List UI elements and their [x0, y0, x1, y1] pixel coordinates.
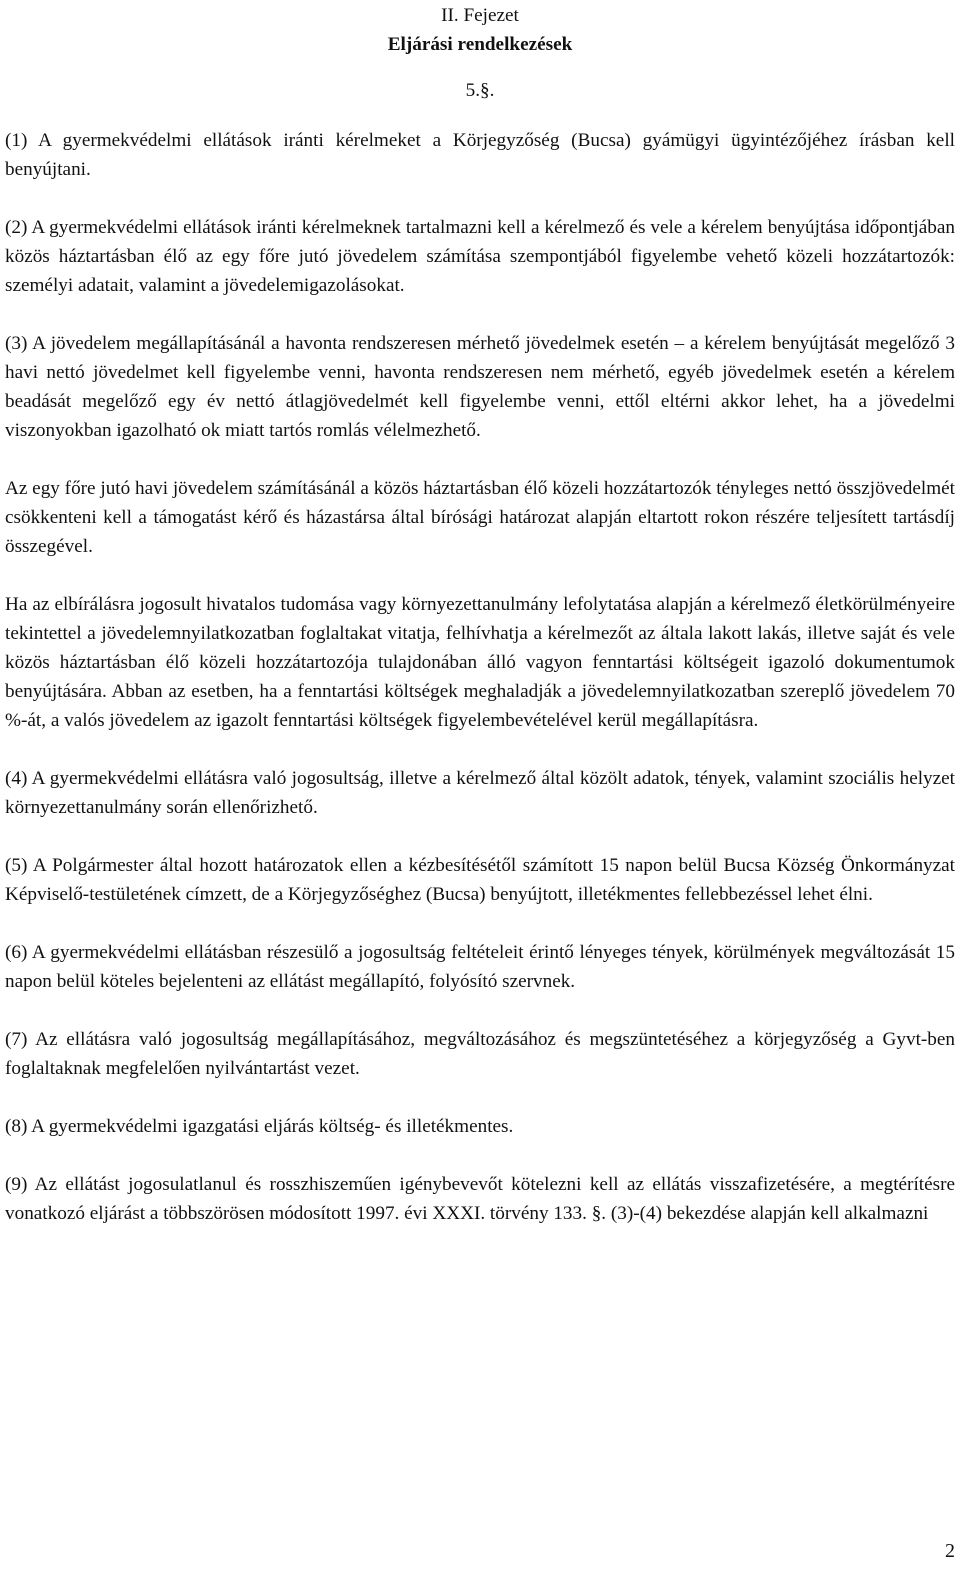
paragraph-8: (8) A gyermekvédelmi igazgatási eljárás költség- és illetékmentes.	[5, 1116, 514, 1137]
page-number: 2	[945, 1540, 955, 1562]
document-page	[5, 0, 955, 1257]
paragraph-9: (9) Az ellátást jogosulatlanul és rosszhiszeműen igénybevevőt kötelezni kell az ellátás visszafizetésére, a megtérítésre vonatkozó eljárást a többszörösen módosított 1997. évi XXXI. törvény 133. §. (3)-(4) bekezdése alapján kell alkalmazni	[5, 1174, 955, 1224]
paragraph-income-dispute: Ha az elbírálásra jogosult hivatalos tudomása vagy környezettanulmány lefolytatása alapján a kérelmező életkörülményeire tekintettel a jövedelemnyilatkozatban foglaltakat vitatja, felhívhatja a kérelmezőt az általa lakott lakás, illetve saját és vele közös háztartásban élő közeli hozzátartozója tulajdonában álló vagyon fenntartási költségeit igazoló dokumentumok benyújtására. Abban az esetben, ha a fenntartási költségek meghaladják a jövedelemnyilatkozatban szereplő jövedelem 70 %-át, a valós jövedelem az igazolt fenntartási költségek figyelembevételével kerül megállapításra.	[5, 594, 955, 731]
paragraph-income-calculation: Az egy főre jutó havi jövedelem számításánál a közös háztartásban élő közeli hozzátartozók tényleges nettó összjövedelmét csökkenteni kell a támogatást kérő és házastársa által bírósági határozat alapján eltartott rokon részére teljesített tartásdíj összegével.	[5, 478, 955, 557]
paragraph-2: (2) A gyermekvédelmi ellátások iránti kérelmeknek tartalmazni kell a kérelmező és vele a kérelem benyújtása időpontjában közös háztartásban élő az egy főre jutó jövedelem számítása szempontjából figyelembe vehető közeli hozzátartozók: személyi adatait, valamint a jövedelemigazolásokat.	[5, 217, 955, 296]
paragraph-3: (3) A jövedelem megállapításánál a havonta rendszeresen mérhető jövedelmek esetén – a kérelem benyújtását megelőző 3 havi nettó jövedelmet kell figyelembe venni, havonta rendszeresen nem mérhető, egyéb jövedelmek esetén a kérelem beadását megelőző egy év nettó átlagjövedelmét kell figyelembe venni, ettől eltérni akkor lehet, ha a jövedelmi viszonyokban igazolható ok miatt tartós romlás vélelmezhető.	[5, 333, 955, 441]
paragraph-1: (1) A gyermekvédelmi ellátások iránti kérelmeket a Körjegyzőség (Bucsa) gyámügyi ügyintézőjéhez írásban kell benyújtani.	[5, 130, 955, 180]
paragraph-4: (4) A gyermekvédelmi ellátásra való jogosultság, illetve a kérelmező által közölt adatok, tények, valamint szociális helyzet környezettanulmány során ellenőrizhető.	[5, 768, 955, 818]
section-number: 5.§.	[465, 80, 495, 101]
chapter-title: Eljárási rendelkezések	[387, 34, 573, 55]
paragraph-7: (7) Az ellátásra való jogosultság megállapításához, megváltozásához és megszüntetéséhez a körjegyzőség a Gyvt-ben foglaltaknak megfelelően nyilvántartást vezet.	[5, 1029, 955, 1079]
chapter-heading: II. Fejezet	[441, 5, 519, 26]
paragraph-6: (6) A gyermekvédelmi ellátásban részesülő a jogosultság feltételeit érintő lényeges tények, körülmények megváltozását 15 napon belül köteles bejelenteni az ellátást megállapító, folyósító szervnek.	[5, 942, 955, 992]
paragraph-5: (5) A Polgármester által hozott határozatok ellen a kézbesítésétől számított 15 napon belül Bucsa Község Önkormányzat Képviselő-testületének címzett, de a Körjegyzőséghez (Bucsa) benyújtott, illetékmentes fellebbezéssel lehet élni.	[5, 855, 955, 905]
